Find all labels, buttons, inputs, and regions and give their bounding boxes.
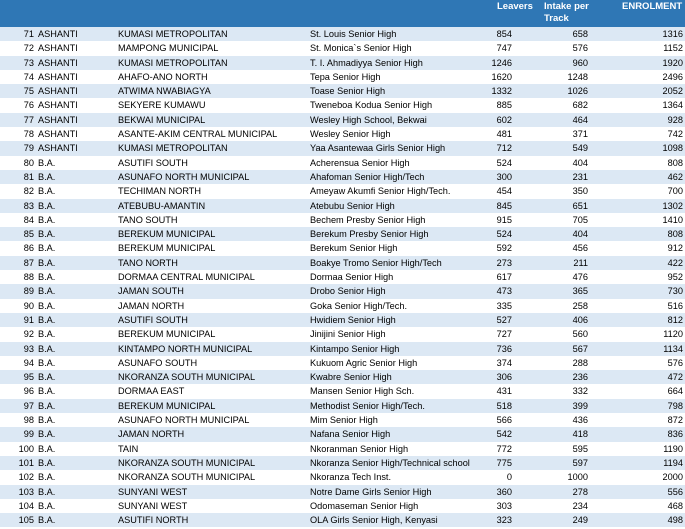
table-row xyxy=(0,313,685,327)
table-row xyxy=(0,98,685,112)
intake-cell: 595 xyxy=(572,443,588,454)
region-cell: B.A. xyxy=(38,257,56,268)
table-row xyxy=(0,470,685,484)
row-number: 94 xyxy=(23,357,34,368)
table-row xyxy=(0,199,685,213)
table-row xyxy=(0,27,685,41)
leavers-cell: 273 xyxy=(496,257,512,268)
region-cell: B.A. xyxy=(38,343,56,354)
school-cell: Methodist Senior High/Tech. xyxy=(310,400,425,411)
district-cell: ASANTE-AKIM CENTRAL MUNICIPAL xyxy=(118,129,278,140)
row-number: 82 xyxy=(23,186,34,197)
intake-cell: 658 xyxy=(572,29,588,39)
region-cell: B.A. xyxy=(38,415,56,426)
district-cell: BEREKUM MUNICIPAL xyxy=(118,329,216,340)
school-cell: Nkoranza Tech Inst. xyxy=(310,472,392,483)
enrolment-cell: 730 xyxy=(667,286,683,297)
school-cell: Wesley Senior High xyxy=(310,129,391,140)
table-row xyxy=(0,84,685,98)
enrolment-cell: 576 xyxy=(667,357,683,368)
intake-cell: 406 xyxy=(572,314,588,325)
region-cell: B.A. xyxy=(38,300,56,311)
enrolment-cell: 1410 xyxy=(662,214,683,225)
district-cell: DORMAA EAST xyxy=(118,386,185,397)
row-number: 86 xyxy=(23,243,34,254)
school-cell: Boakye Tromo Senior High/Tech xyxy=(310,257,442,268)
intake-cell: 236 xyxy=(572,372,588,383)
leavers-cell: 915 xyxy=(496,214,512,225)
district-cell: ASUTIFI NORTH xyxy=(118,515,189,526)
intake-cell: 436 xyxy=(572,415,588,426)
intake-cell: 549 xyxy=(572,143,588,154)
region-cell: B.A. xyxy=(38,229,56,240)
table-row xyxy=(0,184,685,198)
enrolment-cell: 912 xyxy=(667,243,683,254)
region-cell: B.A. xyxy=(38,472,56,483)
leavers-cell: 1246 xyxy=(491,57,512,68)
table-row xyxy=(0,299,685,313)
intake-cell: 211 xyxy=(573,257,588,268)
table-row xyxy=(0,513,685,527)
leavers-cell: 885 xyxy=(496,100,512,111)
district-cell: KUMASI METROPOLITAN xyxy=(118,29,228,39)
enrolment-cell: 742 xyxy=(667,129,683,140)
intake-cell: 456 xyxy=(572,243,588,254)
region-cell: ASHANTI xyxy=(38,86,78,97)
row-number: 105 xyxy=(18,515,34,526)
intake-cell: 1026 xyxy=(567,86,588,97)
leavers-cell: 1332 xyxy=(491,86,512,97)
school-cell: Bechem Presby Senior High xyxy=(310,214,426,225)
row-number: 90 xyxy=(23,300,34,311)
enrolment-cell: 1302 xyxy=(662,200,683,211)
leavers-cell: 747 xyxy=(496,43,512,54)
school-cell: Berekum Senior High xyxy=(310,243,398,254)
leavers-cell: 481 xyxy=(496,129,512,140)
region-cell: ASHANTI xyxy=(38,29,78,39)
row-number: 83 xyxy=(23,200,34,211)
school-cell: St. Monica`s Senior High xyxy=(310,43,412,54)
district-cell: SUNYANI WEST xyxy=(118,500,188,511)
region-cell: B.A. xyxy=(38,357,56,368)
table-row xyxy=(0,342,685,356)
intake-cell: 464 xyxy=(572,114,588,125)
district-cell: BEKWAI MUNICIPAL xyxy=(118,114,206,125)
row-number: 74 xyxy=(23,71,34,82)
region-cell: B.A. xyxy=(38,171,56,182)
school-cell: Kwabre Senior High xyxy=(310,372,392,383)
table-row xyxy=(0,213,685,227)
leavers-cell: 454 xyxy=(496,186,512,197)
table-row xyxy=(0,156,685,170)
table-row xyxy=(0,456,685,470)
district-cell: KUMASI METROPOLITAN xyxy=(118,143,228,154)
intake-cell: 476 xyxy=(572,272,588,283)
district-cell: ASUNAFO SOUTH xyxy=(118,357,198,368)
district-cell: MAMPONG MUNICIPAL xyxy=(118,43,219,54)
intake-cell: 399 xyxy=(572,400,588,411)
leavers-cell: 524 xyxy=(496,229,512,240)
intake-cell: 288 xyxy=(572,357,588,368)
table-row xyxy=(0,327,685,341)
school-cell: Drobo Senior High xyxy=(310,286,386,297)
intake-cell: 258 xyxy=(572,300,588,311)
leavers-cell: 602 xyxy=(496,114,512,125)
table-row xyxy=(0,284,685,298)
enrolment-cell: 516 xyxy=(667,300,683,311)
school-cell: Dormaa Senior High xyxy=(310,272,394,283)
school-cell: Hwidiem Senior High xyxy=(310,314,396,325)
intake-cell: 234 xyxy=(572,500,588,511)
region-cell: ASHANTI xyxy=(38,100,78,111)
school-cell: Goka Senior High/Tech. xyxy=(310,300,408,311)
region-cell: B.A. xyxy=(38,429,56,440)
school-cell: Acherensua Senior High xyxy=(310,157,410,168)
district-cell: SEKYERE KUMAWU xyxy=(118,100,206,111)
row-number: 80 xyxy=(23,157,34,168)
intake-cell: 249 xyxy=(572,515,588,526)
row-number: 99 xyxy=(23,429,34,440)
intake-cell: 576 xyxy=(572,43,588,54)
row-number: 72 xyxy=(23,43,34,54)
region-cell: B.A. xyxy=(38,443,56,454)
enrolment-cell: 928 xyxy=(667,114,683,125)
table-row xyxy=(0,442,685,456)
enrolment-cell: 1316 xyxy=(662,29,683,39)
enrolment-cell: 2496 xyxy=(662,71,683,82)
district-cell: BEREKUM MUNICIPAL xyxy=(118,229,216,240)
region-cell: B.A. xyxy=(38,314,56,325)
region-cell: B.A. xyxy=(38,200,56,211)
intake-cell: 597 xyxy=(572,457,588,468)
district-cell: ATEBUBU-AMANTIN xyxy=(118,200,206,211)
table-header xyxy=(0,0,685,27)
school-cell: Nkoranman Senior High xyxy=(310,443,409,454)
leavers-cell: 360 xyxy=(496,486,512,497)
school-cell: Ameyaw Akumfi Senior High/Tech. xyxy=(310,186,451,197)
region-cell: ASHANTI xyxy=(38,57,78,68)
region-cell: B.A. xyxy=(38,286,56,297)
row-number: 104 xyxy=(18,500,34,511)
row-number: 76 xyxy=(23,100,34,111)
region-cell: B.A. xyxy=(38,329,56,340)
intake-cell: 231 xyxy=(572,171,588,182)
leavers-cell: 518 xyxy=(496,400,512,411)
enrolment-cell: 472 xyxy=(667,372,683,383)
enrolment-cell: 808 xyxy=(667,229,683,240)
leavers-cell: 772 xyxy=(496,443,512,454)
row-number: 97 xyxy=(23,400,34,411)
enrolment-cell: 1364 xyxy=(662,100,683,111)
leavers-cell: 542 xyxy=(496,429,512,440)
row-number: 79 xyxy=(23,143,34,154)
table-row xyxy=(0,499,685,513)
row-number: 87 xyxy=(23,257,34,268)
region-cell: B.A. xyxy=(38,214,56,225)
region-cell: ASHANTI xyxy=(38,43,78,54)
region-cell: ASHANTI xyxy=(38,71,78,82)
school-cell: Mim Senior High xyxy=(310,415,378,426)
district-cell: KINTAMPO NORTH MUNICIPAL xyxy=(118,343,253,354)
table-row xyxy=(0,170,685,184)
enrolment-cell: 798 xyxy=(667,400,683,411)
district-cell: TANO SOUTH xyxy=(118,214,178,225)
enrolment-cell: 836 xyxy=(667,429,683,440)
table-row xyxy=(0,227,685,241)
region-cell: B.A. xyxy=(38,372,56,383)
school-cell: Berekum Presby Senior High xyxy=(310,229,429,240)
enrolment-cell: 2052 xyxy=(662,86,683,97)
table-row xyxy=(0,56,685,70)
row-number: 103 xyxy=(18,486,34,497)
district-cell: JAMAN NORTH xyxy=(118,429,185,440)
district-cell: BEREKUM MUNICIPAL xyxy=(118,400,216,411)
school-cell: Kintampo Senior High xyxy=(310,343,400,354)
enrolment-cell: 422 xyxy=(667,257,683,268)
school-cell: Nafana Senior High xyxy=(310,429,391,440)
leavers-cell: 845 xyxy=(496,200,512,211)
district-cell: TECHIMAN NORTH xyxy=(118,186,202,197)
row-number: 92 xyxy=(23,329,34,340)
enrolment-cell: 468 xyxy=(667,500,683,511)
district-cell: NKORANZA SOUTH MUNICIPAL xyxy=(118,457,256,468)
school-cell: Tweneboa Kodua Senior High xyxy=(310,100,433,111)
district-cell: JAMAN NORTH xyxy=(118,300,185,311)
school-cell: OLA Girls Senior High, Kenyasi xyxy=(310,515,438,526)
school-cell: Atebubu Senior High xyxy=(310,200,395,211)
region-cell: B.A. xyxy=(38,457,56,468)
row-number: 77 xyxy=(23,114,34,125)
intake-cell: 371 xyxy=(572,129,588,140)
row-number: 96 xyxy=(23,386,34,397)
header-leavers: Leavers xyxy=(497,1,533,12)
district-cell: NKORANZA SOUTH MUNICIPAL xyxy=(118,472,256,483)
enrolment-cell: 952 xyxy=(667,272,683,283)
intake-cell: 404 xyxy=(572,229,588,240)
row-number: 100 xyxy=(18,443,34,454)
intake-cell: 960 xyxy=(572,57,588,68)
row-number: 78 xyxy=(23,129,34,140)
school-cell: Nkoranza Senior High/Technical school xyxy=(310,457,470,468)
school-cell: Notre Dame Girls Senior High xyxy=(310,486,432,497)
enrolment-cell: 1190 xyxy=(663,443,683,454)
school-cell: Wesley High School, Bekwai xyxy=(310,114,427,125)
leavers-cell: 323 xyxy=(496,515,512,526)
region-cell: B.A. xyxy=(38,515,56,526)
intake-cell: 651 xyxy=(572,200,588,211)
intake-cell: 418 xyxy=(572,429,588,440)
school-cell: Kukuom Agric Senior High xyxy=(310,357,418,368)
intake-cell: 1248 xyxy=(567,71,588,82)
enrolment-cell: 462 xyxy=(667,171,683,182)
enrolment-cell: 1120 xyxy=(663,329,683,340)
leavers-cell: 712 xyxy=(496,143,512,154)
school-cell: Odomaseman Senior High xyxy=(310,500,419,511)
district-cell: JAMAN SOUTH xyxy=(118,286,184,297)
leavers-cell: 0 xyxy=(506,472,512,483)
district-cell: ASUTIFI SOUTH xyxy=(118,157,188,168)
district-cell: DORMAA CENTRAL MUNICIPAL xyxy=(118,272,255,283)
enrolment-cell: 556 xyxy=(667,486,683,497)
intake-cell: 567 xyxy=(572,343,588,354)
district-cell: TAIN xyxy=(118,443,139,454)
table-row xyxy=(0,141,685,155)
table-row xyxy=(0,41,685,55)
table-body xyxy=(0,27,685,527)
table-row xyxy=(0,127,685,141)
table-row xyxy=(0,356,685,370)
table-row xyxy=(0,370,685,384)
region-cell: B.A. xyxy=(38,386,56,397)
leavers-cell: 335 xyxy=(496,300,512,311)
district-cell: BEREKUM MUNICIPAL xyxy=(118,243,216,254)
leavers-cell: 727 xyxy=(496,329,512,340)
row-number: 71 xyxy=(23,29,34,39)
enrolment-cell: 808 xyxy=(667,157,683,168)
row-number: 75 xyxy=(23,86,34,97)
region-cell: B.A. xyxy=(38,272,56,283)
leavers-cell: 303 xyxy=(496,500,512,511)
intake-cell: 332 xyxy=(572,386,588,397)
enrolment-cell: 1194 xyxy=(663,457,683,468)
school-cell: Toase Senior High xyxy=(310,86,386,97)
intake-cell: 1000 xyxy=(567,472,588,483)
enrolment-cell: 498 xyxy=(667,515,683,526)
table-row xyxy=(0,413,685,427)
school-cell: Yaa Asantewaa Girls Senior High xyxy=(310,143,446,154)
enrolment-cell: 872 xyxy=(667,415,683,426)
region-cell: ASHANTI xyxy=(38,114,78,125)
row-number: 101 xyxy=(18,457,34,468)
leavers-cell: 617 xyxy=(496,272,512,283)
district-cell: ASUNAFO NORTH MUNICIPAL xyxy=(118,171,250,182)
region-cell: ASHANTI xyxy=(38,129,78,140)
region-cell: B.A. xyxy=(38,486,56,497)
leavers-cell: 374 xyxy=(496,357,512,368)
region-cell: B.A. xyxy=(38,500,56,511)
table-row xyxy=(0,485,685,499)
district-cell: TANO NORTH xyxy=(118,257,178,268)
row-number: 81 xyxy=(23,171,34,182)
leavers-cell: 592 xyxy=(496,243,512,254)
intake-cell: 705 xyxy=(572,214,588,225)
leavers-cell: 1620 xyxy=(491,71,512,82)
row-number: 84 xyxy=(23,214,34,225)
intake-cell: 278 xyxy=(572,486,588,497)
enrolment-cell: 1152 xyxy=(663,43,683,54)
district-cell: ATWIMA NWABIAGYA xyxy=(118,86,211,97)
district-cell: ASUTIFI SOUTH xyxy=(118,314,188,325)
enrolment-cell: 2000 xyxy=(662,472,683,483)
school-cell: Tepa Senior High xyxy=(310,71,381,82)
header-intake-per-track: Intake per Track xyxy=(544,1,589,24)
leavers-cell: 775 xyxy=(496,457,512,468)
leavers-cell: 306 xyxy=(496,372,512,383)
intake-cell: 350 xyxy=(572,186,588,197)
intake-cell: 560 xyxy=(572,329,588,340)
region-cell: B.A. xyxy=(38,186,56,197)
region-cell: ASHANTI xyxy=(38,143,78,154)
row-number: 85 xyxy=(23,229,34,240)
school-cell: Ahafoman Senior High/Tech xyxy=(310,171,425,182)
school-cell: St. Louis Senior High xyxy=(310,29,397,39)
district-cell: AHAFO-ANO NORTH xyxy=(118,71,208,82)
table-row xyxy=(0,241,685,255)
leavers-cell: 300 xyxy=(496,171,512,182)
leavers-cell: 527 xyxy=(496,314,512,325)
intake-cell: 365 xyxy=(572,286,588,297)
school-cell: T. I. Ahmadiyya Senior High xyxy=(310,57,423,68)
region-cell: B.A. xyxy=(38,243,56,254)
leavers-cell: 566 xyxy=(496,415,512,426)
table-row xyxy=(0,70,685,84)
enrolment-cell: 1134 xyxy=(663,343,683,354)
enrolment-cell: 812 xyxy=(667,314,683,325)
row-number: 91 xyxy=(23,314,34,325)
district-cell: KUMASI METROPOLITAN xyxy=(118,57,228,68)
district-cell: ASUNAFO NORTH MUNICIPAL xyxy=(118,415,250,426)
enrolment-cell: 1920 xyxy=(662,57,683,68)
leavers-cell: 473 xyxy=(496,286,512,297)
row-number: 89 xyxy=(23,286,34,297)
leavers-cell: 854 xyxy=(496,29,512,39)
table-row xyxy=(0,256,685,270)
intake-cell: 404 xyxy=(572,157,588,168)
enrolment-cell: 664 xyxy=(667,386,683,397)
leavers-cell: 524 xyxy=(496,157,512,168)
table-row xyxy=(0,113,685,127)
row-number: 102 xyxy=(18,472,34,483)
district-cell: NKORANZA SOUTH MUNICIPAL xyxy=(118,372,256,383)
district-cell: SUNYANI WEST xyxy=(118,486,188,497)
table-row xyxy=(0,399,685,413)
row-number: 98 xyxy=(23,415,34,426)
enrolment-cell: 1098 xyxy=(662,143,683,154)
leavers-cell: 431 xyxy=(496,386,512,397)
table-row xyxy=(0,270,685,284)
table-row xyxy=(0,427,685,441)
row-number: 95 xyxy=(23,372,34,383)
row-number: 73 xyxy=(23,57,34,68)
school-cell: Mansen Senior High Sch. xyxy=(310,386,415,397)
school-cell: Jinijini Senior High xyxy=(310,329,386,340)
leavers-cell: 736 xyxy=(496,343,512,354)
row-number: 93 xyxy=(23,343,34,354)
intake-cell: 682 xyxy=(572,100,588,111)
region-cell: B.A. xyxy=(38,157,56,168)
region-cell: B.A. xyxy=(38,400,56,411)
enrolment-cell: 700 xyxy=(667,186,683,197)
header-enrolment: ENROLMENT xyxy=(622,1,683,12)
table-row xyxy=(0,384,685,398)
row-number: 88 xyxy=(23,272,34,283)
